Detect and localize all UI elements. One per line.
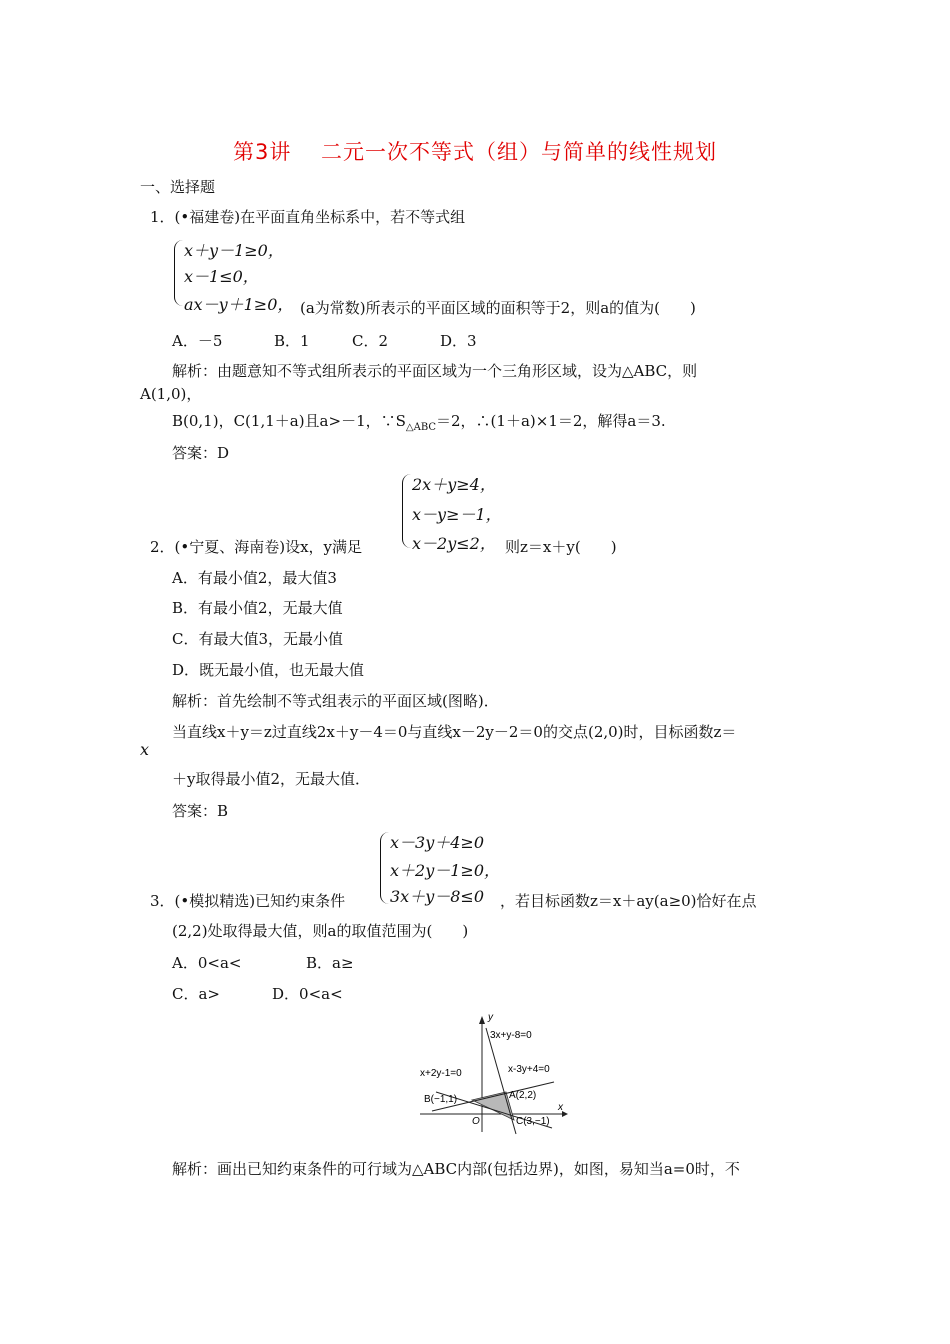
- q2-answer: 答案：B: [172, 802, 229, 820]
- q2-sys-line3: x－2y≤2，: [412, 534, 496, 553]
- q2-stem: 2．(•宁夏、海南卷)设x，y满足: [150, 538, 363, 556]
- label-x-2y-1: x+2y-1=0: [420, 1068, 462, 1079]
- q1-choice-a: A．－5: [172, 332, 223, 350]
- q2-brace: [402, 474, 411, 548]
- q2-analysis-line2b: x: [140, 740, 150, 759]
- line-3x-y-8: [486, 1028, 516, 1134]
- q2-choice-c: C．有最大值3，无最小值: [172, 630, 344, 648]
- label-point-c: C(3,−1): [516, 1116, 550, 1127]
- q1-analysis-line1: 解析：由题意知不等式组所表示的平面区域为一个三角形区域，设为△ABC，则: [172, 362, 698, 380]
- section-heading: 一、选择题: [140, 178, 216, 196]
- q2-sys-line1: 2x＋y≥4，: [412, 475, 496, 494]
- q1-choice-b: B．1: [274, 332, 310, 350]
- q3-stem-tail: ，若目标函数z＝x＋ay(a≥0)恰好在点: [500, 892, 757, 910]
- q3-sys-line2: x＋2y－1≥0，: [390, 861, 501, 880]
- label-x-3y-4: x-3y+4=0: [508, 1064, 550, 1075]
- x-axis-label: x: [558, 1102, 563, 1113]
- q3-feasible-region-figure: [412, 1010, 572, 1136]
- q1-analysis-line2-tail: ＝2，∴(1＋a)×1＝2，解得a＝3.: [436, 412, 666, 430]
- q1-choice-c: C．2: [352, 332, 389, 350]
- q3-choice-a: A．0<a<: [172, 954, 242, 972]
- q2-choice-b: B．有最小值2，无最大值: [172, 599, 343, 617]
- q3-brace: [380, 832, 389, 904]
- q3-choice-b: B．a≥: [306, 954, 354, 972]
- q1-sys-line3: ax－y＋1≥0，: [184, 295, 294, 314]
- q1-answer: 答案：D: [172, 444, 230, 462]
- q1-sys-line1: x＋y－1≥0，: [184, 241, 284, 260]
- q2-stem-tail: 则z＝x＋y( ): [505, 538, 617, 556]
- q3-sys-line1: x－3y＋4≥0: [390, 833, 485, 852]
- label-point-b: B(−1,1): [424, 1094, 458, 1105]
- q2-analysis-line2: 当直线x＋y＝z过直线2x＋y－4＝0与直线x－2y－2＝0的交点(2,0)时，目标函数z＝: [172, 723, 737, 741]
- q3-stem: 3．(•模拟精选)已知约束条件: [150, 892, 346, 910]
- q3-sys-line3: 3x＋y－8≤0: [390, 887, 485, 906]
- q1-choice-d: D．3: [440, 332, 477, 350]
- q3-stem-line2: (2,2)处取得最大值，则a的取值范围为( ): [172, 922, 469, 940]
- q3-choice-c: C．a>: [172, 985, 220, 1003]
- q1-analysis-line2: B(0,1)，C(1,1＋a)且a>－1，∵S: [172, 412, 406, 430]
- q3-choice-d: D．0<a<: [272, 985, 343, 1003]
- label-point-a: A(2,2): [509, 1090, 537, 1101]
- y-axis-arrow: [479, 1016, 485, 1024]
- q2-sys-line2: x－y≥－1，: [412, 505, 502, 524]
- label-origin: O: [472, 1116, 480, 1127]
- q3-analysis: 解析：画出已知约束条件的可行域为△ABC内部(包括边界)，如图，易知当a=0时，不: [172, 1160, 740, 1178]
- q1-stem: 1．(•福建卷)在平面直角坐标系中，若不等式组: [150, 208, 466, 226]
- q2-choice-a: A．有最小值2，最大值3: [172, 569, 337, 587]
- label-3x-y-8: 3x+y-8=0: [490, 1030, 532, 1041]
- q1-analysis-line1b: A(1,0)，: [140, 385, 202, 403]
- q2-analysis-line1: 解析：首先绘制不等式组表示的平面区域(图略)．: [172, 692, 499, 710]
- q1-sys-line2: x－1≤0，: [184, 267, 259, 286]
- q1-brace: [174, 240, 183, 306]
- q2-analysis-line3: ＋y取得最小值2，无最大值．: [172, 770, 371, 788]
- page-title: 第3讲 二元一次不等式（组）与简单的线性规划: [232, 140, 718, 164]
- q1-stem-tail: (a为常数)所表示的平面区域的面积等于2，则a的值为( ): [300, 299, 696, 317]
- q2-choice-d: D．既无最小值，也无最大值: [172, 661, 365, 679]
- q1-analysis-subscript: △ABC: [405, 422, 437, 433]
- y-axis-label: y: [488, 1012, 493, 1023]
